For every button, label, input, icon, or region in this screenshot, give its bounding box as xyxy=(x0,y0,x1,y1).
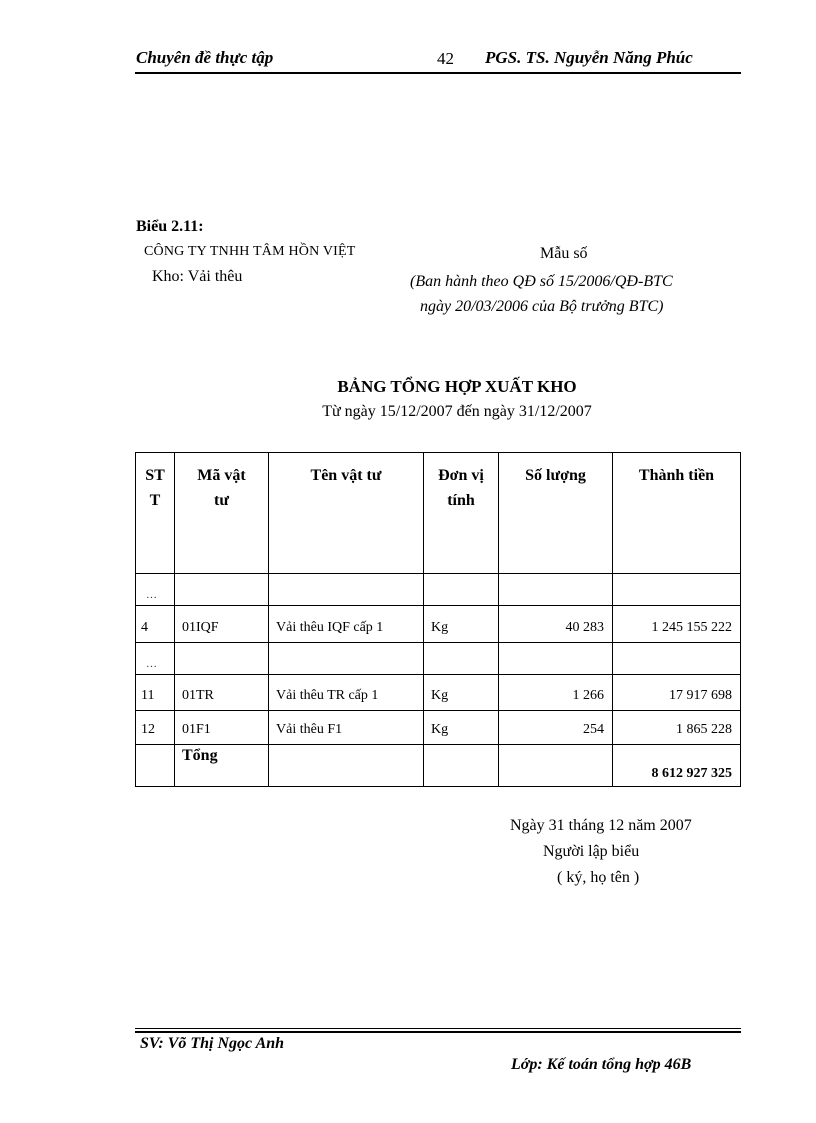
table-row: 11 01TR Vải thêu TR cấp 1 Kg 1 266 17 917 698 xyxy=(136,675,741,711)
header-amount: Thành tiền xyxy=(613,453,741,574)
report-period: Từ ngày 15/12/2007 đến ngày 31/12/2007 xyxy=(322,403,592,420)
table-row: 4 01IQF Vải thêu IQF cấp 1 Kg 40 283 1 245 155 222 xyxy=(136,606,741,643)
report-title: BẢNG TỔNG HỢP XUẤT KHO xyxy=(337,377,577,396)
header-title: Chuyên đề thực tập xyxy=(136,48,274,67)
header-name: Tên vật tư xyxy=(269,453,424,574)
header-supervisor: PGS. TS. Nguyễn Năng Phúc xyxy=(485,48,693,67)
footer-class: Lớp: Kế toán tổng hợp 46B xyxy=(511,1056,692,1073)
warehouse-name: Kho: Vải thêu xyxy=(152,268,243,285)
summary-table xyxy=(135,452,741,787)
header-code: Mã vật tư xyxy=(175,453,269,574)
template-number: Mẫu số xyxy=(540,245,588,262)
footer-rule-bottom xyxy=(135,1031,741,1033)
header-stt: ST T xyxy=(136,453,175,574)
total-row xyxy=(136,745,741,787)
page-number: 42 xyxy=(437,49,454,68)
table-header-row xyxy=(136,453,741,574)
company-name: CÔNG TY TNHH TÂM HỒN VIỆT xyxy=(144,244,356,259)
issued-by-line2: ngày 20/03/2006 của Bộ trưởng BTC) xyxy=(420,298,664,315)
ellipsis-cell: … xyxy=(136,574,175,606)
total-amount: 8 612 927 325 xyxy=(613,745,741,787)
ellipsis-row xyxy=(136,574,741,606)
footer-student: SV: Võ Thị Ngọc Anh xyxy=(140,1035,285,1052)
form-label: Biểu 2.11: xyxy=(136,218,204,235)
issued-by-line1: (Ban hành theo QĐ số 15/2006/QĐ-BTC xyxy=(410,273,673,290)
footer-rule-top xyxy=(135,1028,741,1029)
header-rule xyxy=(135,72,741,74)
table-row: 12 01F1 Vải thêu F1 Kg 254 1 865 228 xyxy=(136,711,741,745)
ellipsis-row xyxy=(136,643,741,675)
signature-note: ( ký, họ tên ) xyxy=(557,869,640,886)
signature-date: Ngày 31 tháng 12 năm 2007 xyxy=(510,817,692,834)
header-qty: Số lượng xyxy=(499,453,613,574)
ellipsis-cell: … xyxy=(136,643,175,675)
signature-role: Người lập biểu xyxy=(543,843,640,860)
total-label: Tổng xyxy=(175,745,269,787)
header-unit: Đơn vị tính xyxy=(424,453,499,574)
